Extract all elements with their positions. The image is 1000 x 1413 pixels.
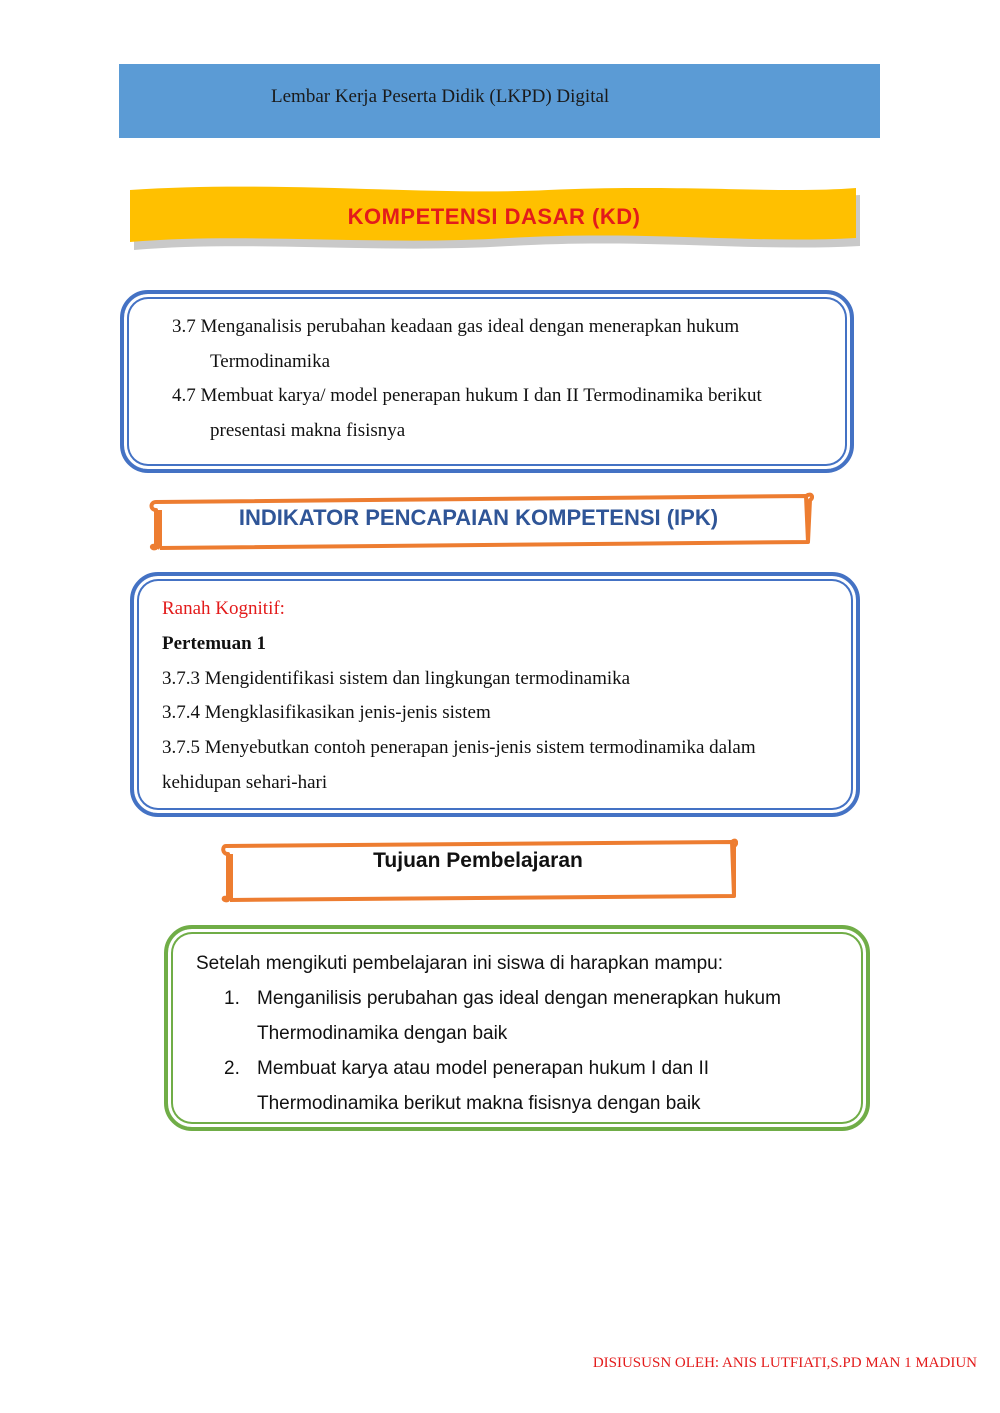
ipk-indicator: kehidupan sehari-hari [162, 772, 328, 793]
ranah-label: Ranah Kognitif: [162, 598, 285, 619]
list-item-line: Menganilisis perubahan gas ideal dengan menerapkan hukum [257, 988, 781, 1009]
tujuan-title: Tujuan Pembelajaran [373, 849, 583, 872]
kd-banner [128, 184, 860, 254]
kd-item [172, 310, 830, 379]
list-item-line: Thermodinamika berikut makna fisisnya dengan baik [257, 1093, 701, 1114]
header-bar [119, 64, 880, 138]
tujuan-banner [220, 836, 738, 906]
list-number: 2. [224, 1058, 240, 1079]
ipk-indicator: 3.7.3 Mengidentifikasi sistem dan lingkungan termodinamika [162, 668, 631, 689]
ipk-box [130, 572, 860, 817]
tujuan-intro: Setelah mengikuti pembelajaran ini siswa di harapkan mampu: [196, 953, 724, 974]
list-item [224, 1051, 709, 1121]
list-item-line: Thermodinamika dengan baik [257, 1023, 508, 1044]
kd-item-line: presentasi makna fisisnya [210, 419, 406, 441]
pertemuan-label: Pertemuan 1 [162, 633, 266, 654]
list-item [224, 981, 781, 1051]
footer-author: DISIUSUSN OLEH: ANIS LUTFIATI,S.PD MAN 1 MADIUN [592, 1355, 977, 1371]
ipk-indicator: 3.7.4 Mengklasifikasikan jenis-jenis sistem [162, 702, 491, 723]
ipk-banner [146, 490, 814, 554]
list-number: 1. [224, 988, 240, 1009]
kd-title: KOMPETENSI DASAR (KD) [347, 204, 641, 229]
kd-item [172, 379, 830, 448]
kd-box [120, 290, 854, 473]
document-title: Lembar Kerja Peserta Didik (LKPD) Digital [271, 86, 610, 107]
kd-item-line: Termodinamika [210, 350, 331, 372]
tujuan-box [164, 925, 870, 1131]
list-item-line: Membuat karya atau model penerapan hukum I dan II [257, 1058, 710, 1079]
kd-item-line: 3.7 Menganalisis perubahan keadaan gas ideal dengan menerapkan hukum [172, 316, 740, 337]
ipk-indicator: 3.7.5 Menyebutkan contoh penerapan jenis-jenis sistem termodinamika dalam [162, 737, 756, 758]
ipk-title: INDIKATOR PENCAPAIAN KOMPETENSI (IPK) [238, 505, 719, 530]
kd-item-line: 4.7 Membuat karya/ model penerapan hukum I dan II Termodinamika berikut [172, 385, 762, 406]
